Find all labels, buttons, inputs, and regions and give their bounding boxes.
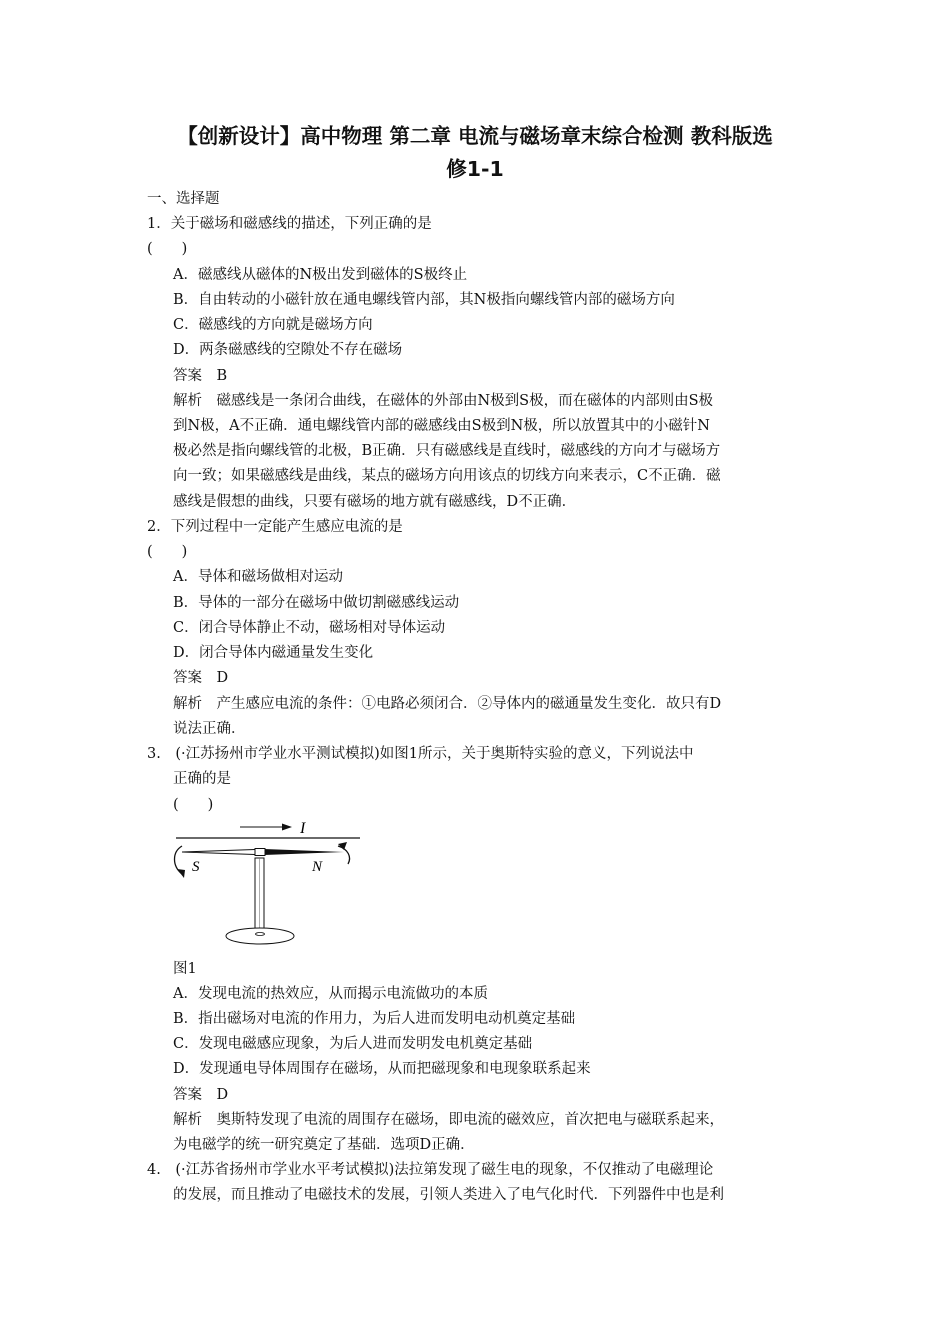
stand-base [226, 928, 294, 944]
q1-option-d: D．两条磁感线的空隙处不存在磁场 [173, 342, 403, 358]
q4-stem-continued: 的发展，而且推动了电磁技术的发展，引领人类进入了电气化时代．下列器件中也是利 [173, 1187, 724, 1203]
q2-option-b: B．导体的一部分在磁场中做切割磁感线运动 [173, 595, 460, 611]
document-title [120, 120, 830, 186]
oersted-experiment-figure [168, 814, 368, 954]
figure-caption: 图1 [173, 961, 197, 977]
needle-south-half [182, 850, 256, 855]
q1-option-c: C．磁感线的方向就是磁场方向 [173, 317, 373, 333]
q3-option-d: D．发现通电导体周围存在磁场，从而把磁现象和电现象联系起来 [173, 1061, 591, 1077]
q1-analysis-line: 到N极，A不正确．通电螺线管内部的磁感线由S极到N极，所以放置其中的小磁针N [173, 418, 710, 434]
q3-bracket: ( ) [173, 797, 214, 813]
q2-option-a: A．导体和磁场做相对运动 [173, 569, 343, 585]
current-label: I [300, 820, 306, 837]
q2-answer: 答案 D [173, 670, 229, 686]
q1-option-a: A．磁感线从磁体的N极出发到磁体的S极终止 [173, 267, 468, 283]
q3-answer: 答案 D [173, 1087, 229, 1103]
q4-stem: 4. (·江苏省扬州市学业水平考试模拟)法拉第发现了磁生电的现象，不仅推动了电磁理论 [147, 1162, 714, 1178]
q3-analysis-line: 解析 奥斯特发现了电流的周围存在磁场，即电流的磁效应，首次把电与磁联系起来， [173, 1112, 724, 1128]
title-line-2: 修1-1 [446, 157, 504, 181]
q2-option-d: D．闭合导体内磁通量发生变化 [173, 645, 374, 661]
q2-analysis-line: 解析 产生感应电流的条件：①电路必须闭合．②导体内的磁通量发生变化．故只有D [173, 696, 722, 712]
q3-option-c: C．发现电磁感应现象，为后人进而发明发电机奠定基础 [173, 1036, 533, 1052]
q1-bracket: ( ) [147, 241, 188, 257]
section-heading: 一、选择题 [147, 191, 220, 207]
q1-analysis-line: 感线是假想的曲线，只要有磁场的地方就有磁感线，D不正确． [173, 494, 577, 510]
q3-stem-continued: 正确的是 [173, 771, 231, 787]
left-rotation-arrowhead [177, 869, 185, 878]
q3-option-a: A．发现电流的热效应，从而揭示电流做功的本质 [173, 986, 488, 1002]
q3-option-b: B．指出磁场对电流的作用力，为后人进而发明电动机奠定基础 [173, 1011, 576, 1027]
q1-analysis-line: 向一致；如果磁感线是曲线，某点的磁场方向用该点的切线方向来表示，C不正确．磁 [173, 468, 721, 484]
q1-analysis-line: 极必然是指向螺线管的北极，B正确．只有磁感线是直线时，磁感线的方向才与磁场方 [173, 443, 721, 459]
q1-option-b: B．自由转动的小磁针放在通电螺线管内部，其N极指向螺线管内部的磁场方向 [173, 292, 675, 308]
q2-option-c: C．闭合导体静止不动，磁场相对导体运动 [173, 620, 446, 636]
q3-analysis-line: 为电磁学的统一研究奠定了基础．选项D正确． [173, 1137, 475, 1153]
q2-analysis-line: 说法正确． [173, 721, 246, 737]
q2-bracket: ( ) [147, 544, 188, 560]
q2-stem: 2．下列过程中一定能产生感应电流的是 [147, 519, 403, 535]
q3-stem: 3. (·江苏扬州市学业水平测试模拟)如图1所示，关于奥斯特实验的意义，下列说法中 [147, 746, 694, 762]
title-line-1: 【创新设计】高中物理 第二章 电流与磁场章末综合检测 教科版选 [177, 124, 773, 148]
q1-stem: 1．关于磁场和磁感线的描述，下列正确的是 [147, 216, 432, 232]
north-pole-label: N [312, 859, 323, 875]
q1-answer: 答案 B [173, 368, 228, 384]
needle-north-half [264, 849, 344, 855]
stand-socket [256, 933, 265, 936]
q1-analysis-line: 解析 磁感线是一条闭合曲线，在磁体的外部由N极到S极，而在磁体的内部则由S极 [173, 393, 714, 409]
needle-pivot [255, 849, 265, 856]
south-pole-label: S [192, 859, 200, 875]
current-arrowhead [282, 824, 292, 831]
